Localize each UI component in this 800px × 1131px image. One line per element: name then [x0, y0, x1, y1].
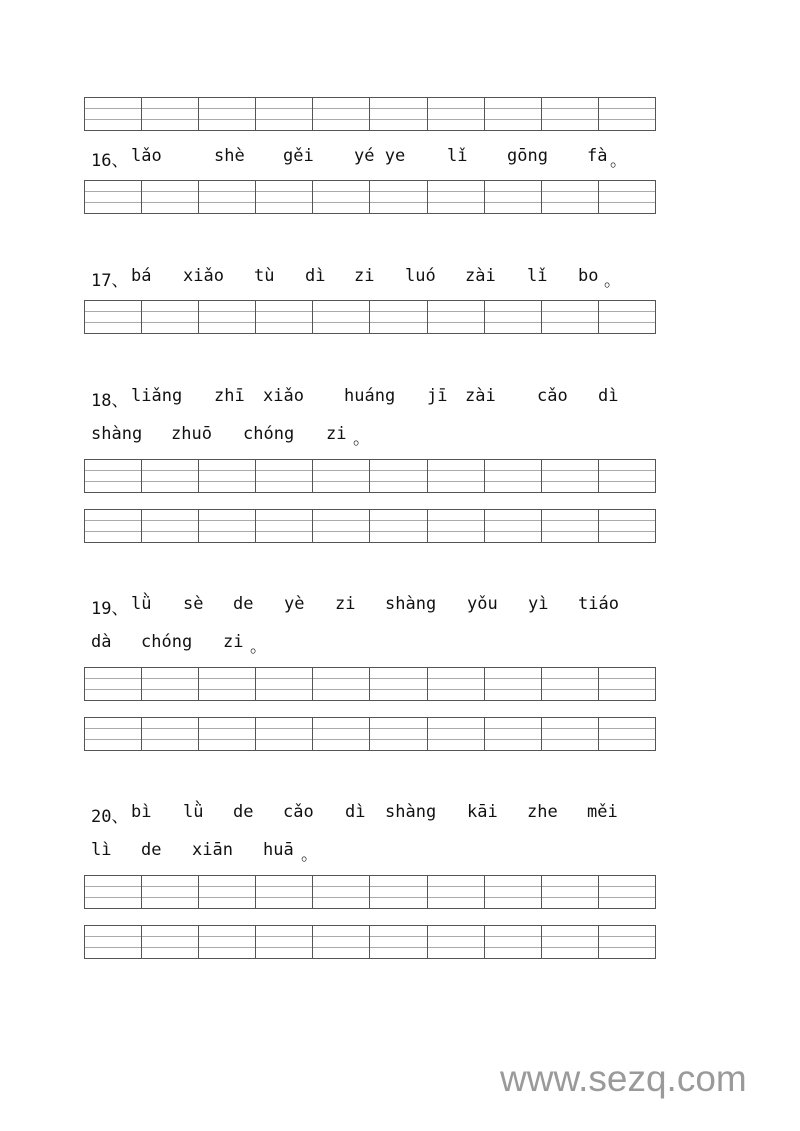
grid-cell [370, 510, 427, 542]
period: 。 [250, 637, 267, 657]
writing-grid-17 [84, 300, 656, 334]
grid-cell [599, 510, 655, 542]
grid-cell [85, 181, 142, 213]
grid-cell [313, 926, 370, 958]
pinyin-word: bì [131, 802, 152, 822]
grid-cell [599, 181, 655, 213]
grid-cell [370, 460, 427, 492]
grid-cell [428, 181, 485, 213]
pinyin-word: yǒu [467, 594, 498, 614]
grid-cell [542, 301, 599, 333]
pinyin-word: chóng [141, 632, 193, 652]
grid-cell [599, 718, 655, 750]
grid-cell [370, 876, 427, 908]
pinyin-word: zhuō [171, 424, 212, 444]
grid-cell [599, 926, 655, 958]
grid-cell [85, 718, 142, 750]
grid-cell [256, 718, 313, 750]
pinyin-word: cǎo [537, 386, 568, 406]
pinyin-word: huáng [344, 386, 396, 406]
grid-cell [199, 460, 256, 492]
grid-cell [428, 510, 485, 542]
grid-cell [85, 926, 142, 958]
grid-cell [199, 876, 256, 908]
pinyin-word: lǎo [131, 146, 162, 166]
pinyin-word: cǎo [283, 802, 314, 822]
grid-cell [142, 460, 199, 492]
grid-cell [85, 98, 142, 130]
grid-cell [428, 718, 485, 750]
grid-cell [542, 876, 599, 908]
grid-cell [428, 926, 485, 958]
grid-cell [199, 668, 256, 700]
writing-grid-19a [84, 667, 656, 701]
grid-cell [142, 181, 199, 213]
grid-cell [485, 98, 542, 130]
writing-grid-16 [84, 180, 656, 214]
grid-cell [428, 460, 485, 492]
question-number: 17、 [91, 271, 129, 291]
pinyin-word: lì [91, 840, 112, 860]
grid-cell [542, 510, 599, 542]
grid-cell [199, 301, 256, 333]
grid-cell [428, 301, 485, 333]
pinyin-word: lǐ [447, 146, 468, 166]
writing-grid-18a [84, 459, 656, 493]
pinyin-word: xiǎo [183, 266, 224, 286]
pinyin-word: de [141, 840, 162, 860]
pinyin-word: jī [427, 386, 448, 406]
grid-cell [142, 510, 199, 542]
writing-grid-15 [84, 97, 656, 131]
pinyin-word: zhe [527, 802, 558, 822]
grid-cell [542, 460, 599, 492]
watermark: www.sezq.com [500, 1058, 747, 1099]
writing-grid-20a [84, 875, 656, 909]
grid-cell [256, 926, 313, 958]
grid-cell [542, 98, 599, 130]
pinyin-word: kāi [467, 802, 498, 822]
question-number: 18、 [91, 391, 129, 411]
pinyin-word: dì [345, 802, 366, 822]
grid-cell [256, 668, 313, 700]
period: 。 [301, 845, 318, 865]
grid-cell [199, 98, 256, 130]
grid-cell [85, 876, 142, 908]
grid-cell [542, 668, 599, 700]
period: 。 [604, 271, 621, 291]
writing-grid-20b [84, 925, 656, 959]
pinyin-word: de [233, 802, 254, 822]
pinyin-word: gěi [283, 146, 314, 166]
grid-cell [370, 926, 427, 958]
grid-cell [313, 460, 370, 492]
pinyin-word: shàng [385, 802, 437, 822]
grid-cell [542, 181, 599, 213]
grid-cell [313, 301, 370, 333]
grid-cell [256, 98, 313, 130]
grid-cell [199, 181, 256, 213]
pinyin-word: xiān [192, 840, 233, 860]
pinyin-word: lǐ [527, 266, 548, 286]
pinyin-word: zi [354, 266, 375, 286]
grid-cell [313, 876, 370, 908]
grid-cell [313, 510, 370, 542]
grid-cell [142, 876, 199, 908]
grid-cell [485, 460, 542, 492]
writing-grid-19b [84, 717, 656, 751]
grid-cell [428, 876, 485, 908]
pinyin-word: zhī [214, 386, 245, 406]
grid-cell [142, 718, 199, 750]
grid-cell [313, 181, 370, 213]
writing-grid-18b [84, 509, 656, 543]
grid-cell [599, 98, 655, 130]
grid-cell [142, 926, 199, 958]
pinyin-word: gōng [507, 146, 548, 166]
grid-cell [599, 668, 655, 700]
grid-cell [599, 876, 655, 908]
pinyin-word: zi [326, 424, 347, 444]
grid-cell [142, 668, 199, 700]
grid-cell [485, 668, 542, 700]
question-number: 20、 [91, 807, 129, 827]
pinyin-word: měi [587, 802, 618, 822]
grid-cell [256, 876, 313, 908]
pinyin-word: lǜ [183, 802, 204, 822]
grid-cell [256, 510, 313, 542]
pinyin-word: zài [465, 386, 496, 406]
grid-cell [599, 301, 655, 333]
pinyin-word: liǎng [131, 386, 183, 406]
pinyin-word: tù [254, 266, 275, 286]
grid-cell [370, 98, 427, 130]
grid-cell [370, 718, 427, 750]
pinyin-word: yè [284, 594, 305, 614]
grid-cell [428, 668, 485, 700]
grid-cell [370, 181, 427, 213]
grid-cell [485, 181, 542, 213]
grid-cell [85, 510, 142, 542]
pinyin-word: lǜ [131, 594, 152, 614]
pinyin-word: shàng [385, 594, 437, 614]
grid-cell [370, 301, 427, 333]
pinyin-word: huā [263, 840, 294, 860]
pinyin-word: shè [214, 146, 245, 166]
grid-cell [199, 926, 256, 958]
pinyin-word: fà [587, 146, 608, 166]
grid-cell [542, 718, 599, 750]
grid-cell [428, 98, 485, 130]
pinyin-word: yì [528, 594, 549, 614]
grid-cell [142, 301, 199, 333]
grid-cell [85, 668, 142, 700]
period: 。 [610, 151, 627, 171]
pinyin-word: shàng [91, 424, 143, 444]
pinyin-word: zi [223, 632, 244, 652]
grid-cell [485, 510, 542, 542]
grid-cell [313, 668, 370, 700]
pinyin-word: bo [578, 266, 599, 286]
grid-cell [85, 301, 142, 333]
pinyin-word: xiǎo [263, 386, 304, 406]
pinyin-word: zi [335, 594, 356, 614]
grid-cell [313, 718, 370, 750]
grid-cell [256, 460, 313, 492]
grid-cell [370, 668, 427, 700]
pinyin-word: zài [465, 266, 496, 286]
question-number: 19、 [91, 599, 129, 619]
grid-cell [142, 98, 199, 130]
grid-cell [485, 718, 542, 750]
pinyin-word: de [233, 594, 254, 614]
grid-cell [313, 98, 370, 130]
grid-cell [599, 460, 655, 492]
grid-cell [199, 718, 256, 750]
pinyin-word: yé ye [354, 146, 406, 166]
pinyin-word: dì [305, 266, 326, 286]
grid-cell [485, 301, 542, 333]
grid-cell [256, 181, 313, 213]
pinyin-word: dì [598, 386, 619, 406]
grid-cell [256, 301, 313, 333]
pinyin-word: tiáo [578, 594, 619, 614]
period: 。 [353, 429, 370, 449]
pinyin-word: luó [405, 266, 436, 286]
pinyin-word: bá [131, 266, 152, 286]
grid-cell [485, 876, 542, 908]
grid-cell [85, 460, 142, 492]
question-number: 16、 [91, 151, 129, 171]
grid-cell [542, 926, 599, 958]
pinyin-word: chóng [243, 424, 295, 444]
grid-cell [485, 926, 542, 958]
pinyin-word: dà [91, 632, 112, 652]
grid-cell [199, 510, 256, 542]
pinyin-word: sè [183, 594, 204, 614]
